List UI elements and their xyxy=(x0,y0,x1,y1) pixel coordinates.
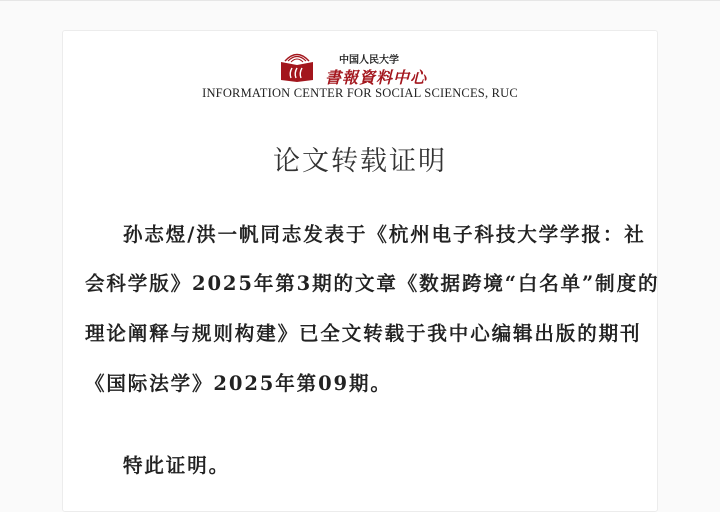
paragraph-line: 《国际法学》2025年第09期。 xyxy=(85,372,392,395)
logo-header xyxy=(63,49,657,109)
org-name-cn: 中国人民大学 xyxy=(339,55,399,66)
center-name-en: INFORMATION CENTER FOR SOCIAL SCIENCES, RUC xyxy=(202,86,518,100)
closing-statement: 特此证明。 xyxy=(123,454,231,477)
book-logo-icon xyxy=(279,52,315,82)
center-name-cn: 書報資料中心 xyxy=(325,68,428,87)
certificate-card xyxy=(62,30,658,512)
top-divider xyxy=(0,0,720,1)
document-title: 论文转载证明 xyxy=(273,146,447,177)
paragraph-line: 孙志煜/洪一帆同志发表于《杭州电子科技大学学报：社 xyxy=(123,223,646,246)
paragraph-line: 理论阐释与规则构建》已全文转载于我中心编辑出版的期刊 xyxy=(85,322,642,345)
paragraph-line: 会科学版》2025年第3期的文章《数据跨境“白名单”制度的 xyxy=(85,272,660,295)
